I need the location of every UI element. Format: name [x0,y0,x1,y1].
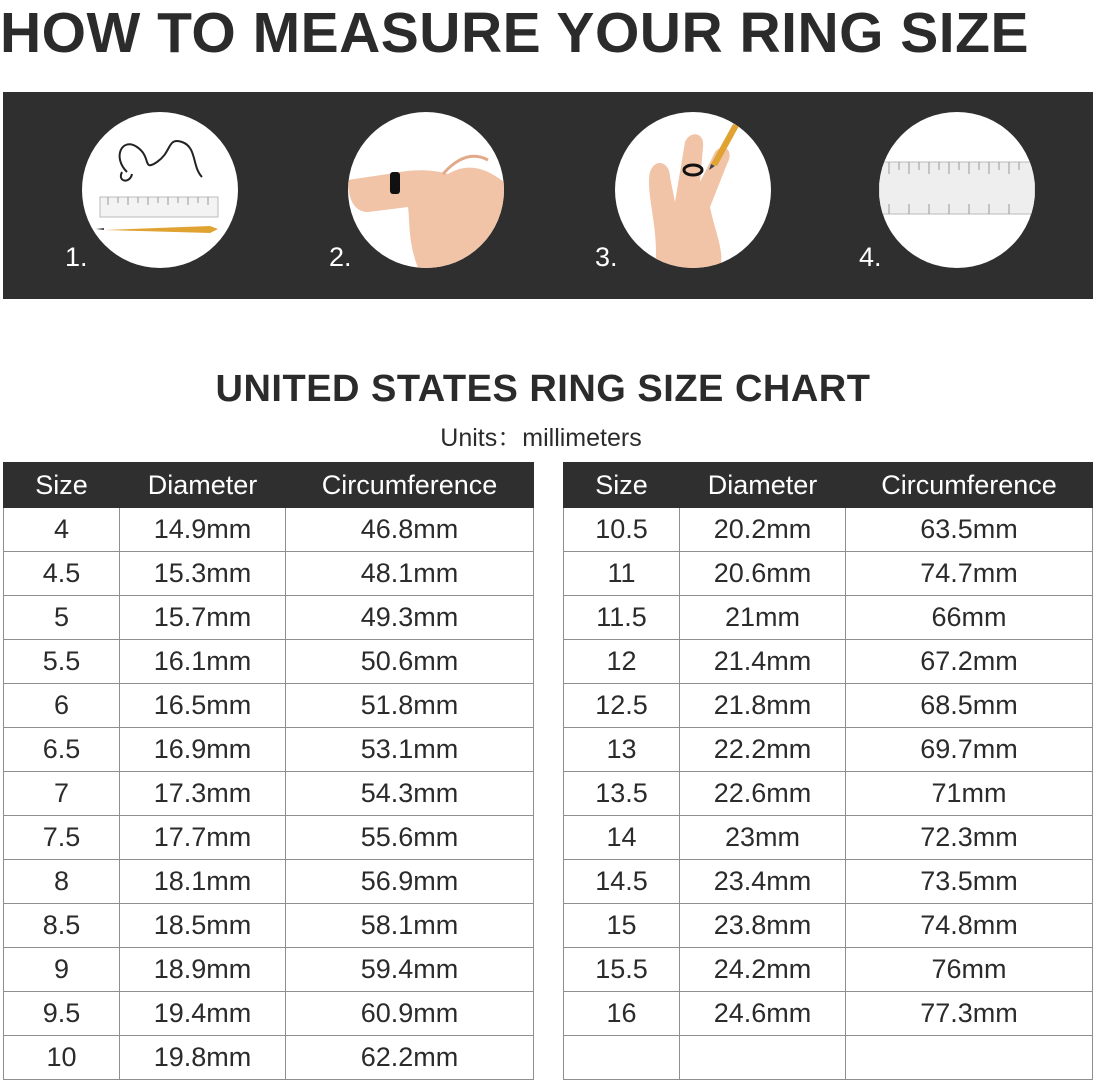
cell-diameter: 22.2mm [680,728,846,772]
cell-circumference [846,1036,1093,1080]
cell-circumference: 66mm [846,596,1093,640]
cell-diameter: 20.6mm [680,552,846,596]
cell-circumference: 59.4mm [286,948,534,992]
step-number: 1. [65,242,88,272]
cell-circumference: 56.9mm [286,860,534,904]
table-row [4,552,534,596]
table-row [4,596,534,640]
cell-diameter: 23.4mm [680,860,846,904]
table-row [4,684,534,728]
cell-size: 11.5 [564,596,680,640]
cell-circumference: 63.5mm [846,508,1093,552]
size-table-left [3,462,534,1080]
cell-diameter: 23.8mm [680,904,846,948]
cell-size: 6 [4,684,120,728]
cell-circumference: 74.8mm [846,904,1093,948]
finger-wrapped-icon [348,112,504,268]
table-row [4,508,534,552]
table-row [564,860,1093,904]
step-2 [275,92,547,299]
cell-circumference: 77.3mm [846,992,1093,1036]
cell-size: 13.5 [564,772,680,816]
cell-diameter: 24.2mm [680,948,846,992]
cell-size: 6.5 [4,728,120,772]
table-row [4,816,534,860]
cell-diameter: 18.5mm [120,904,286,948]
mark-string-pencil-icon [615,112,771,268]
table-row [4,640,534,684]
cell-circumference: 76mm [846,948,1093,992]
column-header-diameter: Diameter [680,463,846,508]
string-ruler-pencil-icon [82,112,238,268]
cell-size: 4.5 [4,552,120,596]
chart-units: Units：millimeters [440,424,642,452]
cell-size: 15.5 [564,948,680,992]
cell-size: 14 [564,816,680,860]
table-row [564,596,1093,640]
cell-diameter: 21mm [680,596,846,640]
cell-circumference: 50.6mm [286,640,534,684]
cell-size: 7.5 [4,816,120,860]
table-header-row [564,463,1093,508]
table-row [564,640,1093,684]
table-row [4,1036,534,1080]
cell-diameter: 18.1mm [120,860,286,904]
table-row [564,816,1093,860]
cell-diameter: 16.5mm [120,684,286,728]
cell-circumference: 60.9mm [286,992,534,1036]
cell-diameter: 17.7mm [120,816,286,860]
chart-title: UNITED STATES RING SIZE CHART [215,368,871,410]
step-number: 3. [595,242,618,272]
size-table-right [563,462,1093,1080]
cell-circumference: 69.7mm [846,728,1093,772]
cell-diameter: 16.9mm [120,728,286,772]
cell-size: 9.5 [4,992,120,1036]
table-row [564,684,1093,728]
cell-diameter: 23mm [680,816,846,860]
column-header-circumference: Circumference [286,463,534,508]
table-row [564,992,1093,1036]
cell-circumference: 58.1mm [286,904,534,948]
table-row [4,904,534,948]
column-header-diameter: Diameter [120,463,286,508]
cell-size: 8.5 [4,904,120,948]
cell-circumference: 68.5mm [846,684,1093,728]
step-3 [547,92,819,299]
column-header-circumference: Circumference [846,463,1093,508]
cell-size: 7 [4,772,120,816]
cell-size: 4 [4,508,120,552]
cell-diameter: 16.1mm [120,640,286,684]
cell-circumference: 62.2mm [286,1036,534,1080]
cell-circumference: 73.5mm [846,860,1093,904]
cell-circumference: 48.1mm [286,552,534,596]
cell-diameter: 15.3mm [120,552,286,596]
cell-size: 8 [4,860,120,904]
cell-diameter: 14.9mm [120,508,286,552]
table-row [4,728,534,772]
cell-circumference: 71mm [846,772,1093,816]
table-row [564,904,1093,948]
table-row [564,1036,1093,1080]
cell-diameter: 21.8mm [680,684,846,728]
cell-size: 13 [564,728,680,772]
table-row [564,772,1093,816]
cell-diameter: 18.9mm [120,948,286,992]
cell-size: 12 [564,640,680,684]
column-header-size: Size [4,463,120,508]
cell-size: 10 [4,1036,120,1080]
cell-circumference: 49.3mm [286,596,534,640]
table-row [4,992,534,1036]
cell-circumference: 54.3mm [286,772,534,816]
table-row [564,508,1093,552]
column-header-size: Size [564,463,680,508]
table-header-row [4,463,534,508]
cell-diameter: 19.4mm [120,992,286,1036]
cell-circumference: 51.8mm [286,684,534,728]
cell-diameter: 21.4mm [680,640,846,684]
cell-size: 10.5 [564,508,680,552]
cell-size: 12.5 [564,684,680,728]
page-title: HOW TO MEASURE YOUR RING SIZE [0,1,1029,65]
cell-diameter: 19.8mm [120,1036,286,1080]
table-row [4,860,534,904]
table-row [564,728,1093,772]
cell-circumference: 53.1mm [286,728,534,772]
steps-panel [3,92,1093,299]
cell-size: 14.5 [564,860,680,904]
cell-size: 9 [4,948,120,992]
step-number: 2. [329,242,352,272]
cell-size: 5.5 [4,640,120,684]
cell-circumference: 46.8mm [286,508,534,552]
cell-size: 5 [4,596,120,640]
cell-diameter: 15.7mm [120,596,286,640]
table-row [564,552,1093,596]
cell-diameter: 17.3mm [120,772,286,816]
cell-size: 16 [564,992,680,1036]
cell-circumference: 72.3mm [846,816,1093,860]
table-row [564,948,1093,992]
cell-size: 15 [564,904,680,948]
cell-diameter: 24.6mm [680,992,846,1036]
table-row [4,772,534,816]
cell-circumference: 67.2mm [846,640,1093,684]
step-1 [3,92,275,299]
step-number: 4. [859,242,882,272]
step-4 [819,92,1091,299]
cell-diameter: 22.6mm [680,772,846,816]
table-row [4,948,534,992]
cell-diameter [680,1036,846,1080]
cell-diameter: 20.2mm [680,508,846,552]
cell-circumference: 55.6mm [286,816,534,860]
cell-circumference: 74.7mm [846,552,1093,596]
ruler-measure-icon [879,112,1035,268]
cell-size [564,1036,680,1080]
cell-size: 11 [564,552,680,596]
